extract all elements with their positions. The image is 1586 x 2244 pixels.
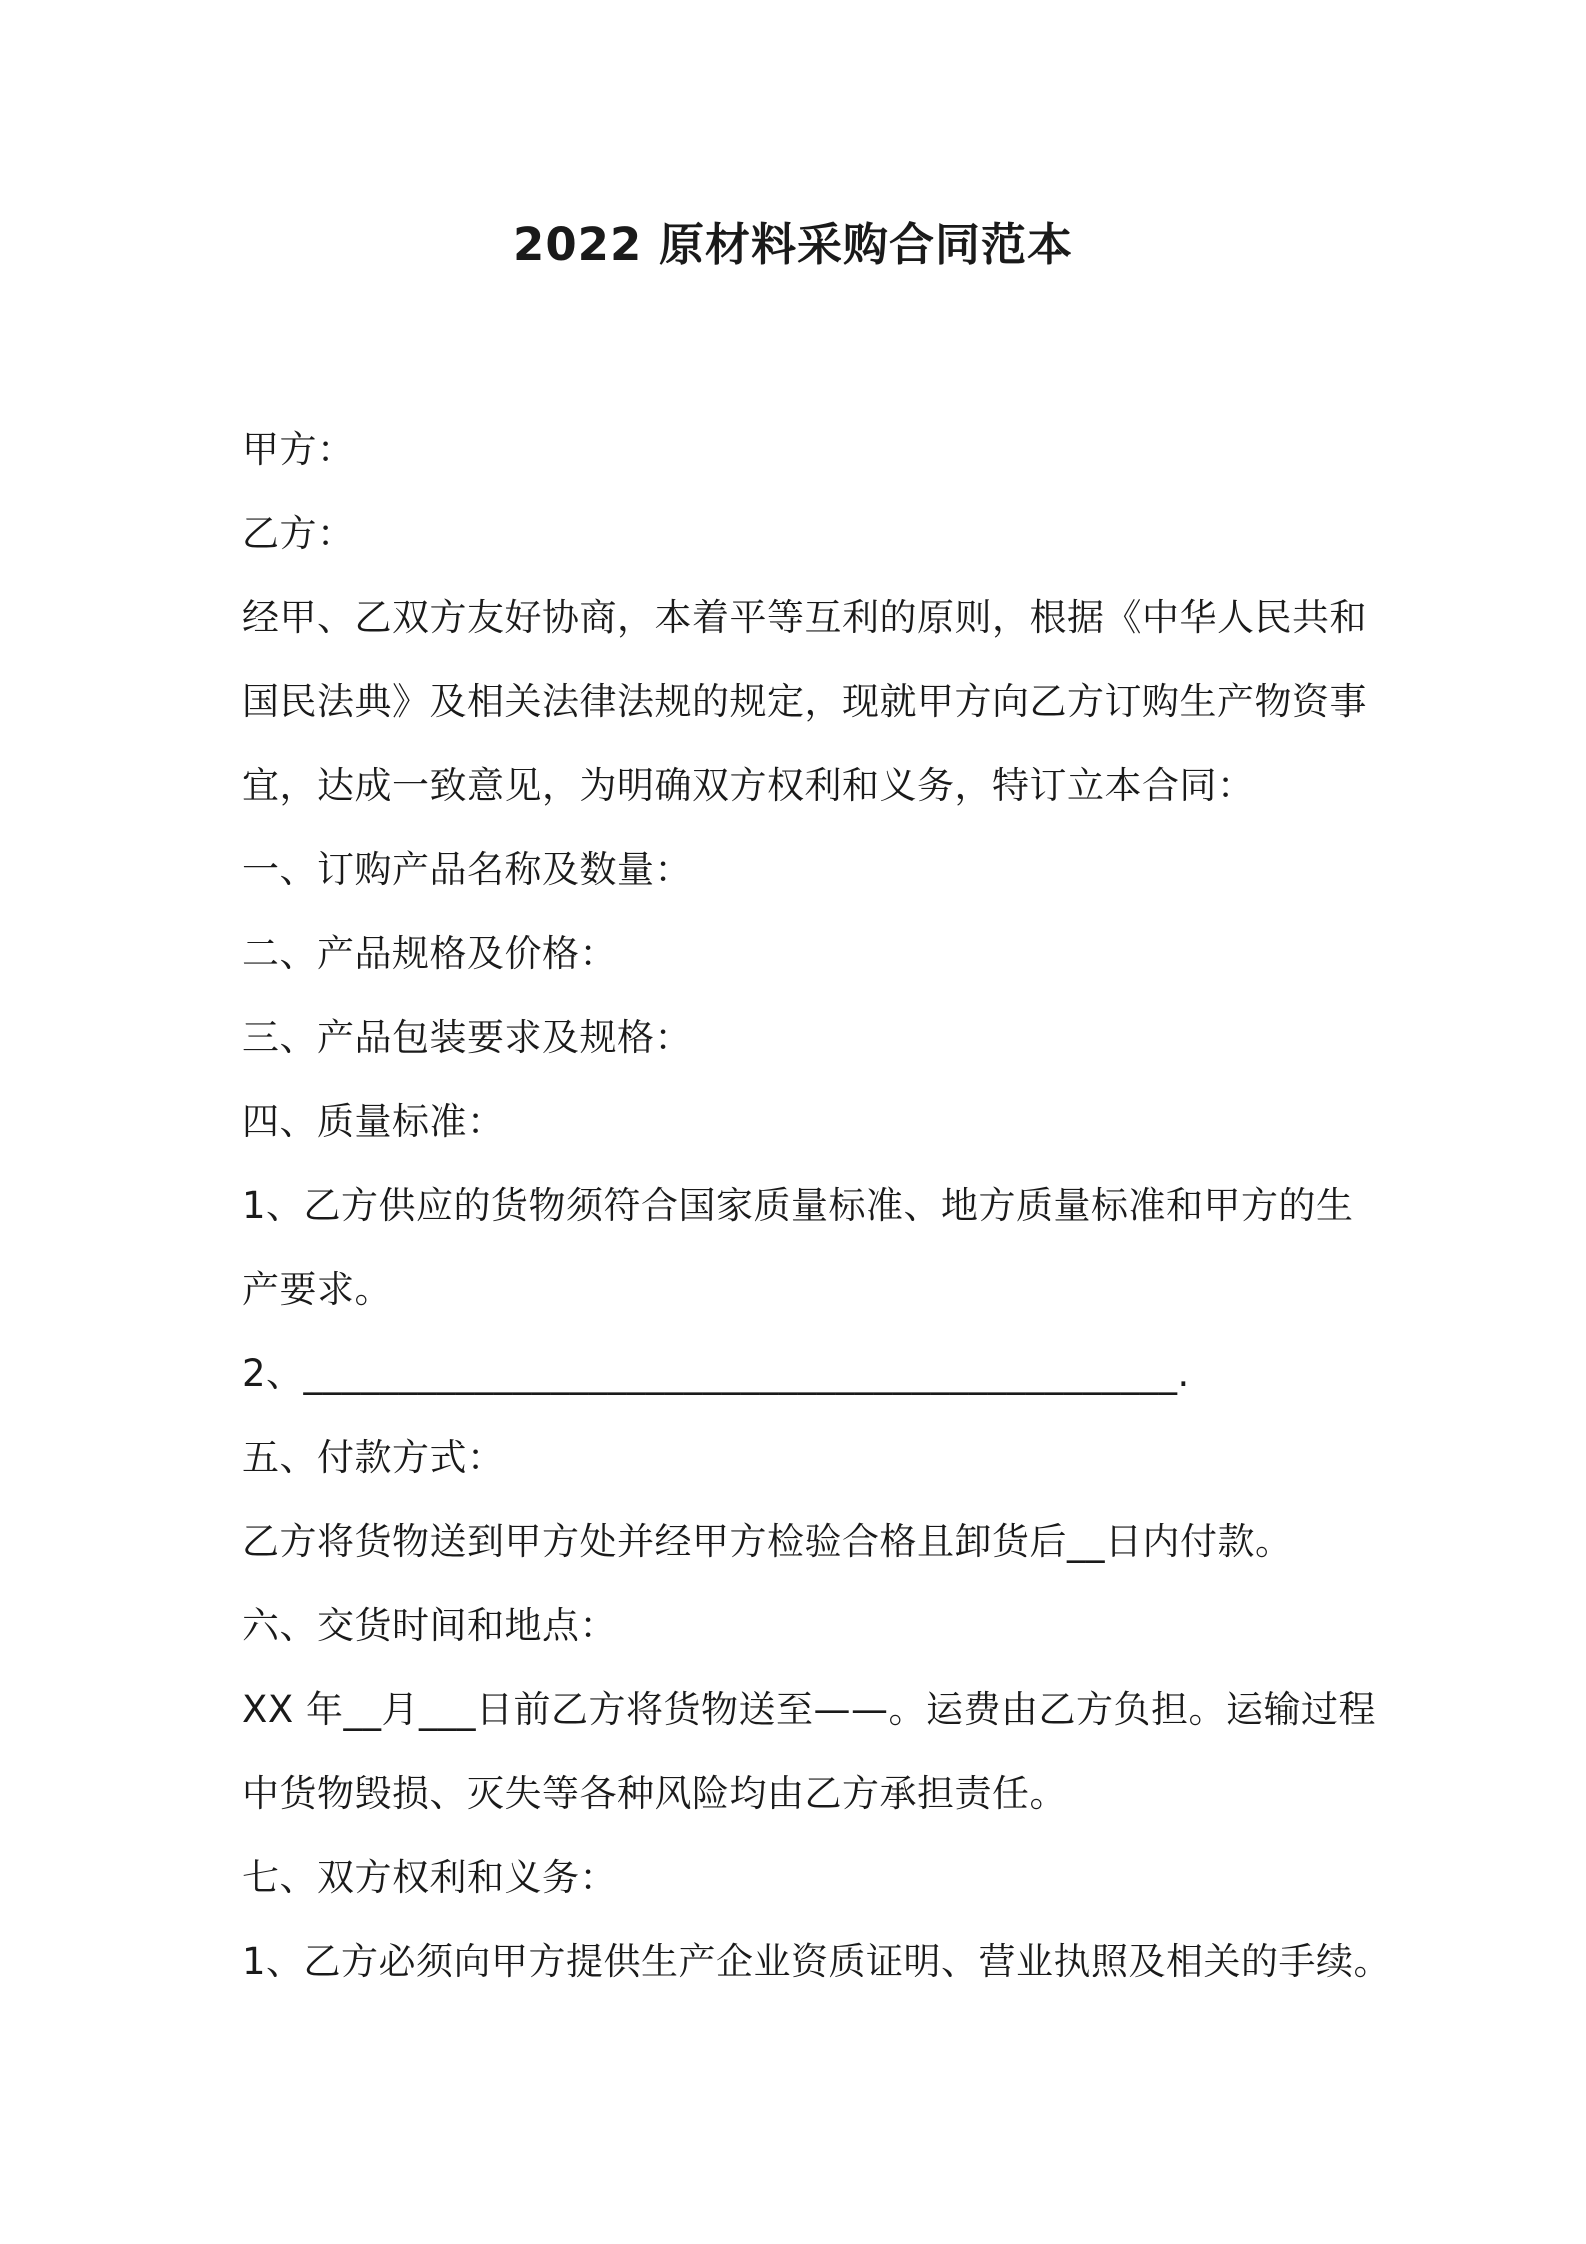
preamble-line-3: 宜，达成一致意见，为明确双方权利和义务，特订立本合同：: [242, 764, 1255, 807]
preamble-line-1: 经甲、乙双方友好协商，本着平等互利的原则，根据《中华人民共和: [242, 596, 1367, 639]
rights-clause-1: 1、乙方必须向甲方提供生产企业资质证明、营业执照及相关的手续。: [242, 1940, 1392, 1983]
section-3-heading: 三、产品包装要求及规格：: [242, 1016, 692, 1059]
section-6-heading: 六、交货时间和地点：: [242, 1604, 617, 1647]
payment-clause: 乙方将货物送到甲方处并经甲方检验合格且卸货后__日内付款。: [242, 1520, 1293, 1563]
document-title: 2022 原材料采购合同范本: [513, 218, 1073, 271]
party-a-line: 甲方：: [242, 428, 355, 471]
quality-clause-2-blank: 2、______________________________________________.: [242, 1352, 1190, 1395]
delivery-clause-line-2: 中货物毁损、灭失等各种风险均由乙方承担责任。: [242, 1772, 1067, 1815]
section-7-heading: 七、双方权利和义务：: [242, 1856, 617, 1899]
section-1-heading: 一、订购产品名称及数量：: [242, 848, 692, 891]
document-body: [242, 408, 1392, 2004]
party-b-line: 乙方：: [242, 512, 355, 555]
quality-clause-1-line-1: 1、乙方供应的货物须符合国家质量标准、地方质量标准和甲方的生: [242, 1184, 1354, 1227]
quality-clause-1-line-2: 产要求。: [242, 1268, 392, 1311]
section-5-heading: 五、付款方式：: [242, 1436, 505, 1479]
section-2-heading: 二、产品规格及价格：: [242, 932, 617, 975]
section-4-heading: 四、质量标准：: [242, 1100, 505, 1143]
preamble-line-2: 国民法典》及相关法律法规的规定，现就甲方向乙方订购生产物资事: [242, 680, 1367, 723]
delivery-clause-line-1: XX 年__月___日前乙方将货物送至——。运费由乙方负担。运输过程: [242, 1688, 1376, 1731]
